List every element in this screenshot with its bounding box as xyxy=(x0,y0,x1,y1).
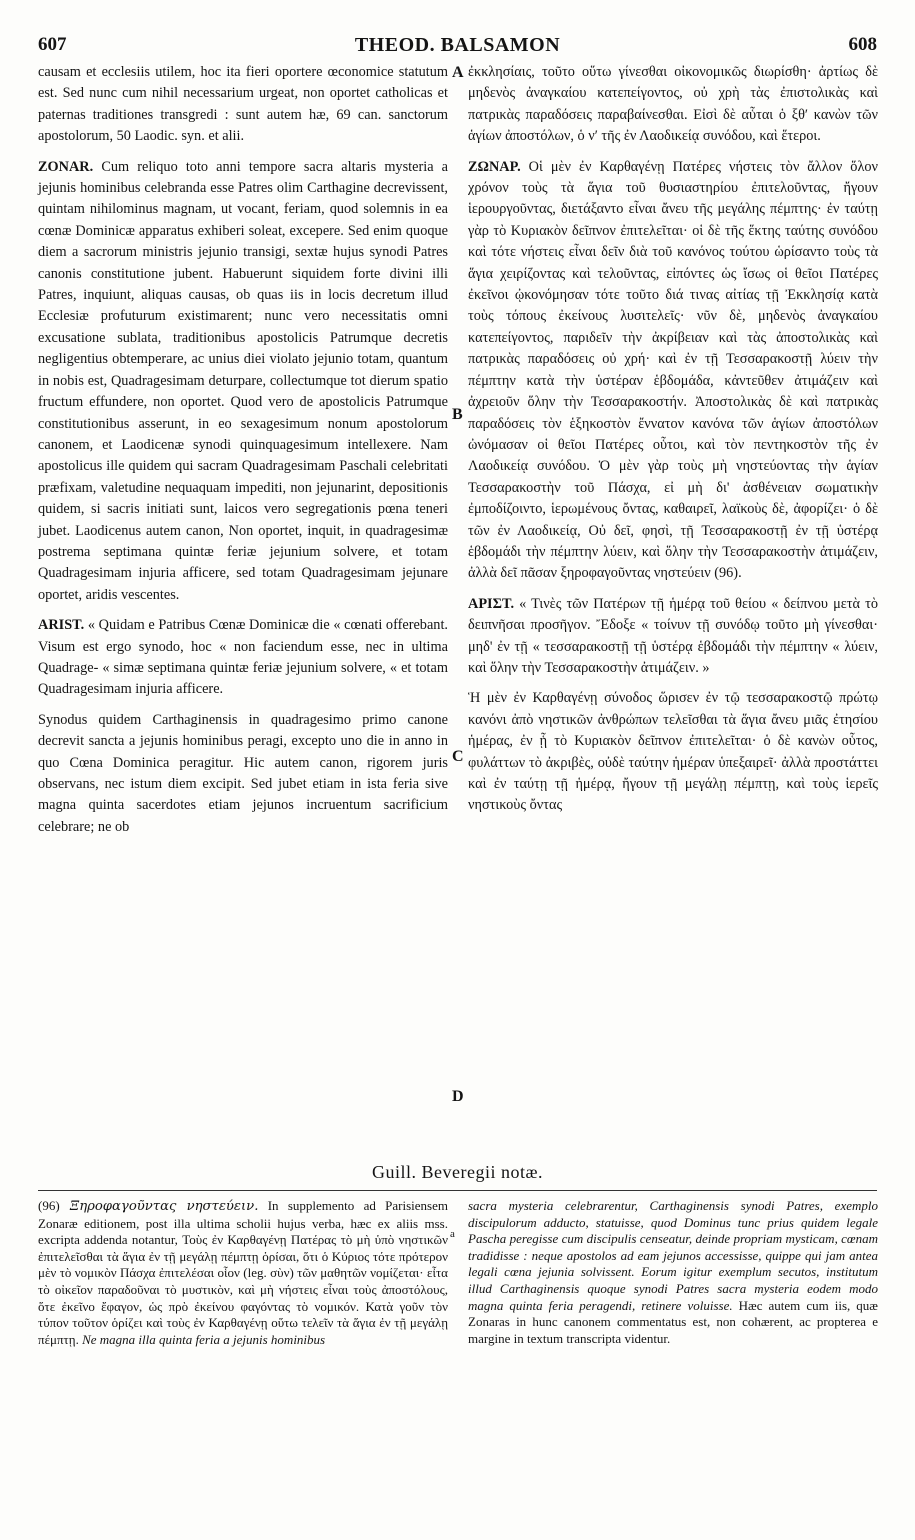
note-number: (96) xyxy=(38,1198,60,1213)
note-mark: a xyxy=(450,1228,455,1240)
page-number-right: 608 xyxy=(848,34,877,55)
greek-aristenus-paragraph xyxy=(468,594,878,680)
notes-left-column xyxy=(38,1198,448,1348)
note-continuation-upright: Hæc autem cum iis, quæ Zonaras in hunc canonem commentatus est, non cohærent, ac propterea e margine in textum transcripta videntur. xyxy=(468,1297,878,1346)
page-header xyxy=(38,34,877,60)
page-number-left: 607 xyxy=(38,34,67,55)
latin-zonaras-text: Cum reliquo toto anni tempore sacra altaris mysteria a jejunis hominibus celebranda esse Patres olim Carthagine decrevissent, quintam nihilominus magnam, ut vocant, feriam, quod solemnis in ea cœnæ Dominicæ apparatus exhiberi soleat, excepere. Sed enim quoque diem a sacrorum ministris jejunio transigi, sextæ hujus synodi Patres canonis constitutione jubent. Habuerunt siquidem forte divini illi Patres, inquiunt, aliquas causas, ob quas iis in locis decretum illud Ecclesiæ profuturum existimarent; nunc vero necessitatis omni excusatione sublata, traditionibus apostolicis Patrumque decretis negligentius obtemperare, ac unius diei violato jejunio totam, quantum in nobis est, Quadragesimam deturpare, collectumque tot dierum spatio fructum effundere, non oportet. Quod vero de apostolicis Patrumque constitutionibus asserunt, in eo sexagesimum nonum apostolorum canonem, et Laodicenæ synodi quinquagesimum intellexere. Nam apostolicus ille quidem qui sacram Quadragesimam Paschali celebritati præfixam, valetudine nequaquam impediti, non jejunarint, depositionis quidem, si sacris initiati sunt, laicos vero segregationis pœna teneri jubet. Laodicenus autem canon, Non oportet, inquit, in quadragesimæ postrema septimana quintæ feriæ jejunium solvere, et totam Quadragesimam injuria afficere, sed totam Quadragesimam jejunare oportet, aridis vescentes. xyxy=(38,158,448,603)
greek-zonaras-paragraph xyxy=(468,157,878,585)
greek-paragraph-4: Ἡ μὲν ἐν Καρθαγένῃ σύνοδος ὥρισεν ἐν τῷ τεσσαρακοστῷ πρώτῳ κανόνι ἀπὸ νηστικῶν ἀνθρώπων τελεῖσθαι τὰ ἅγια ἄνευ μιᾶς ἐτησίου ἡμέρας, ἐν ᾗ τὸ Κυριακὸν δεῖπνον ἐπιτελεῖται· ὁ δὲ κανὼν οὗτος, φυλάττων τὸ ἀκριβὲς, οὐδὲ ταύτην ἡμέραν ὑπεξαιρεῖ· ἀλλὰ προστάττει καὶ ἐν ταύτῃ τῇ ἡμέρᾳ, ἤγουν τῇ μεγάλῃ πέμπτῃ, καὶ τοὺς ἱερεῖς νηστικοὺς ὄντας xyxy=(468,690,878,814)
notes-right-column xyxy=(468,1198,878,1347)
note-lemma: Ξηροφαγοῦντας νηστεύειν. xyxy=(59,1199,259,1214)
latin-zonaras-paragraph xyxy=(38,157,448,607)
running-title: THEOD. BALSAMON xyxy=(354,34,561,56)
latin-column xyxy=(38,62,448,838)
latin-aristenus-text: « Quidam e Patribus Cœnæ Dominicæ die « cœnati offerebant. Visum est ergo synodo, hoc « non faciendum esse, nec in ultima Quadrage- « simæ septimana quintæ feriæ jejunium solvere, « et totam Quadragesimam injuria afficere. xyxy=(38,617,448,698)
margin-marker-c: C xyxy=(452,748,464,765)
latin-aristenus-paragraph xyxy=(38,615,448,701)
zonaras-label: ZONAR. xyxy=(38,158,94,175)
note-text: In supplemento ad Parisiensem Zonaræ editionem, post illa ultima scholii hujus verba, hæc ex aliis mss. excripta addenda notantur, Τοὺς ἐν Καρθαγένῃ Πατέρας τὸ μὴ ὑπὸ νηστικῶν ἐπιτελεῖσθαι τὰ ἅγια ἐν τῇ μεγάλῃ πέμπτῃ ὁρίσαι, ὅτι ὁ Κύριος τότε πρότερον μὲν τὸ νομικὸν Πάσχα ἐπιτελέσαι οἷον (leg. σὺν) τῶν μαθητῶν νομίζεται· εἶτα τὸ οἰκεῖον παραδοῦναι τὸ μυστικὸν, καὶ μὴ νήστεις εἶναι τοὺς ἀποστόλους, ὅτε ἐκεῖνο ἔφαγον, ὡς πρὸ ἐκείνου φαγόντας τὸ νομικόν. Κατὰ γοῦν τὸν τύπον τοῦτον ὁρίζει καὶ τοὺς ἐν Καρθαγένῃ οὕτω τελεῖν τὰ ἅγια ἐν τῇ μεγάλῃ πέμπτῃ. xyxy=(38,1198,449,1347)
greek-paragraph-1: ἐκκλησίαις, τοῦτο οὕτω γίνεσθαι οἰκονομικῶς διωρίσθη· ἀρτίως δὲ μηδενὸς ἀναγκαίου κατεπείγοντος, οὐ χρὴ τὰς ἐπιστολικὰς καὶ πατρικὰς παραδόσεις παραβαίνεσθαι. Εἰσὶ δὲ αὗται ὁ ξθʹ κανὼν τῶν ἁγίων ἀποστόλων, ὁ νʹ τῆς ἐν Λαοδικείᾳ συνόδου, καὶ ἕτεροι. xyxy=(468,64,878,145)
margin-marker-d: D xyxy=(452,1088,464,1105)
notes-divider xyxy=(38,1190,877,1191)
latin-paragraph-4: Synodus quidem Carthaginensis in quadragesimo primo canone decrevit sancta a jejunis hominibus peragi, excepto uno die in anno in quo Cœna Dominica peragitur. Hic autem canon, rigorem juris observans, nec istum diem excipit. Sed jubet etiam in ista feria sive magna quinta sacerdotes etiam jejunos incruentum sacrificium celebrare; ne ob xyxy=(38,711,448,835)
note-96 xyxy=(38,1198,448,1348)
note-continuation xyxy=(468,1198,878,1347)
greek-aristenus-text: « Τινὲς τῶν Πατέρων τῇ ἡμέρᾳ τοῦ θείου « δείπνου μετὰ τὸ δειπνῆσαι προσῆγον. Ἔδοξε « τοίνυν τῇ συνόδῳ τοῦτο μὴ γίνεσθαι· μηδ' ἐν τῇ « τεσσαρακοστῇ τῇ ὑστέρᾳ ἑβδομάδι τὴν πέμπτην « λύειν, καὶ ὅλην τὴν Τεσσαρακοστὴν ἀτιμάζειν. » xyxy=(468,595,878,676)
margin-marker-b: B xyxy=(452,406,463,423)
greek-aristenus-label: ΑΡΙΣΤ. xyxy=(468,595,515,612)
greek-column xyxy=(468,62,878,817)
greek-zonaras-label: ΖΩΝΑΡ. xyxy=(468,158,521,175)
greek-zonaras-text: Οἱ μὲν ἐν Καρθαγένῃ Πατέρες νήστεις τὸν ἄλλον ὅλον χρόνον τοὺς τὰ ἅγια τοῦ θυσιαστηρίου ἐπιτελοῦντας, ἤγουν ἱερουργοῦντας, διετάξαντο εἶναι ἄνευ τῆς μεγάλης πέμπτης· ἐν ταύτῃ γὰρ τὸ Κυριακὸν δεῖπνον ἐπιτελεῖται· οἱ δὲ τῆς ἕκτης ταύτης συνόδου καὶ τότε νήστεις εἶναι δεῖν διὰ τοῦ κανόνος τούτου ὡρίσαντο τοὺς τὰ ἅγια χειρίζοντας καὶ τελοῦντας, εἰπόντες ὡς ἴσως οἱ θεῖοι Πατέρες ἐκεῖνοι ᾠκονόμησαν τότε τοῦτο διά τινας αἰτίας τῇ Ἐκκλησίᾳ κατὰ τοὺς τόπους ἐκείνους λυσιτελεῖς· νῦν δὲ, μηδενὸς ἀναγκαίου κατεπείγοντος, παριδεῖν τὴν ἀκρίβειαν καὶ τὰς ἀποστολικὰς καὶ πατρικὰς παραδόσεις οὐ χρή· καὶ ἐν τῇ Τεσσαρακοστῇ λύειν τὴν πέμπτην κατὰ τὴν ὑστέραν ἑβδομάδα, κἀντεῦθεν ἀτιμάζειν καὶ ἀχρειοῦν ὅλην τὴν Τεσσαρακοστήν. Ἀποστολικὰς δὲ καὶ πατρικὰς παραδόσεις τὸν ἑξηκοστὸν ἔννατον κανόνα τῶν ἁγίων ἀποστόλων ὠνόμασαν οἱ θεῖοι Πατέρες οὗτοι, καὶ τὸν πεντηκοστὸν τῆς ἐν Λαοδικείᾳ συνόδου. Ὁ μὲν γὰρ τοὺς μὴ νηστεύοντας τὴν ἁγίαν Τεσσαρακοστὴν τοῦ Πάσχα, εἰ μὴ δι' ἀσθένειαν σωματικὴν ἐμποδίζοιντο, ἱερωμένους ὄντας, καθαιρεῖ, λαϊκοὺς δὲ, ἀφορίζει· ὁ δὲ τῶν ἐν Λαοδικείᾳ, Οὐ δεῖ, φησὶ, τῇ Τεσσαρακοστῇ ἐν τῇ ὑστέρᾳ ἑβδομάδι τὴν πέμπτην λύειν, καὶ ὅλην τὴν Τεσσαρακοστὴν ἀτιμάζειν, ἀλλὰ δεῖ πᾶσαν ξηροφαγοῦντας νηστεύειν (96). xyxy=(468,158,878,582)
aristenus-label: ARIST. xyxy=(38,617,85,634)
margin-marker-a: A xyxy=(452,64,464,81)
latin-paragraph-1: causam et ecclesiis utilem, hoc ita fieri oportere œconomice statutum est. Sed nunc cum nihil necessarium urgeat, non oportet catholicas et paternas traditiones transgredi : sunt autem hæ, 69 can. sanctorum apostolorum, 50 Laodic. syn. et alii. xyxy=(38,64,448,145)
note-continuation-italic: sacra mysteria celebrarentur, Carthaginensis synodi Patres, exemplo discipulorum adducto, statuisse, quod Dominus tunc prius quidem legale Pascha peregisse cum discipulis censeatur, deinde propriam mysticam, cœnam tradidisse : neque apostolos ad eam jejunos accessisse, quippe qui jam antea legali cœna jejunia solvissent. Eorum igitur exemplum secutos, institutum illud Carthaginensis quoque synodi Patres sacra mysteria eodem modo magna quinta feria peragendi, retinere voluisse. xyxy=(468,1198,878,1313)
note-italic-tail: Ne magna illa quinta feria a jejunis hominibus xyxy=(78,1331,326,1347)
notes-title: Guill. Beveregii notæ. xyxy=(372,1162,543,1182)
